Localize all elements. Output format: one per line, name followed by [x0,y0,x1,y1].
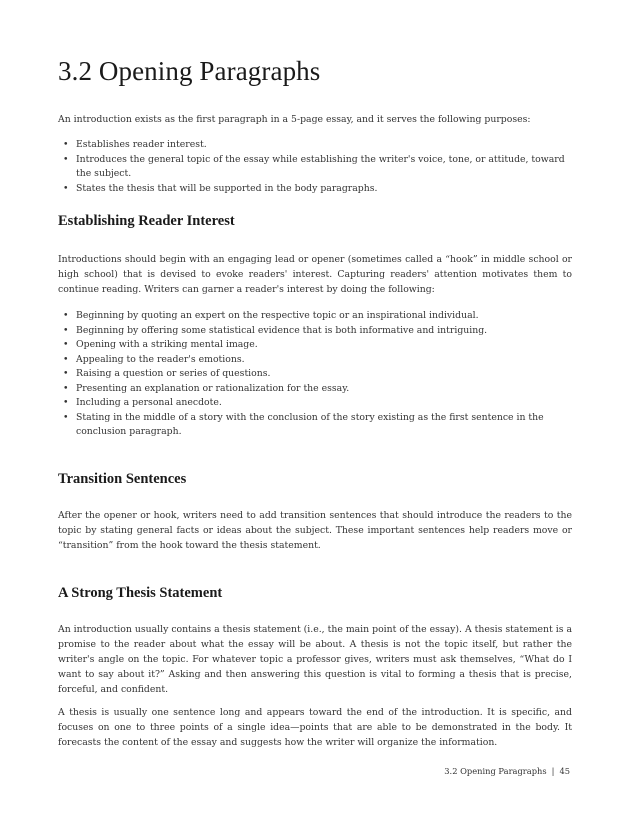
list-item: • Stating in the middle of a story with the conclusion of the story existing as the first sentence in the conclusion paragraph. [63,411,544,437]
list-item: • Beginning by offering some statistical evidence that is both informative and intriguing. [63,324,488,336]
section-reader-interest [58,213,572,440]
list-item: • Raising a question or series of questions. [63,368,271,379]
list-item: • Establishes reader interest. [63,139,207,150]
section-paragraph: A thesis is usually one sentence long and appears toward the end of the introduction. It is specific, and focuses on one to three points of a single idea—points that are able to be demonstrated in the body. It forecasts the content of the essay and suggests how the writer will organize the information. [58,707,572,748]
section-thesis-statement [58,585,572,750]
list-item: • Opening with a striking mental image. [63,339,258,350]
intro-section [58,112,572,196]
list-item: • Appealing to the reader's emotions. [63,353,245,365]
list-item: • Presenting an explanation or rationalization for the essay. [63,382,350,394]
section-heading: Transition Sentences [58,471,187,487]
section-heading: Establishing Reader Interest [58,213,235,229]
section-paragraph: After the opener or hook, writers need to add transition sentences that should introduce the readers to the topic by stating general facts or ideas about the subject. These important sentences help readers move or “transition” from the hook toward the thesis statement. [58,510,572,551]
page-title: 3.2 Opening Paragraphs [58,56,321,86]
intro-bullet-list [58,138,572,196]
section-paragraph: An introduction usually contains a thesis statement (i.e., the main point of the essay). A thesis statement is a promise to the reader about what the essay will be about. A thesis is not the topic itself, but rather the writer's angle on the topic. For whatever topic a professor gives, writers must ask themselves, “What do I want to say about it?” Asking and then answering this question is vital to forming a thesis that is precise, forceful, and confident. [58,624,572,695]
section-transition-sentences [58,471,572,553]
list-item: • Beginning by quoting an expert on the respective topic or an inspirational individual. [63,310,479,321]
footer-section-title: 3.2 Opening Paragraphs [444,766,547,776]
section-heading: A Strong Thesis Statement [58,585,223,601]
intro-paragraph: An introduction exists as the first paragraph in a 5-page essay, and it serves the following purposes: [58,114,531,125]
list-item: • States the thesis that will be supported in the body paragraphs. [63,182,378,194]
page-number: 45 [559,766,570,776]
page-footer [444,766,570,776]
section-paragraph: Introductions should begin with an engaging lead or opener (sometimes called a “hook” in middle school or high school) that is devised to evoke readers' interest. Capturing readers' attention motivates them to continue reading. Writers can garner a reader's interest by doing the following: [58,254,572,295]
list-item: • Introduces the general topic of the essay while establishing the writer's voice, tone, or attitude, toward the subject. [63,153,565,179]
footer-separator: | [551,766,555,776]
reader-interest-bullet-list [58,309,572,440]
list-item: • Including a personal anecdote. [63,397,222,408]
